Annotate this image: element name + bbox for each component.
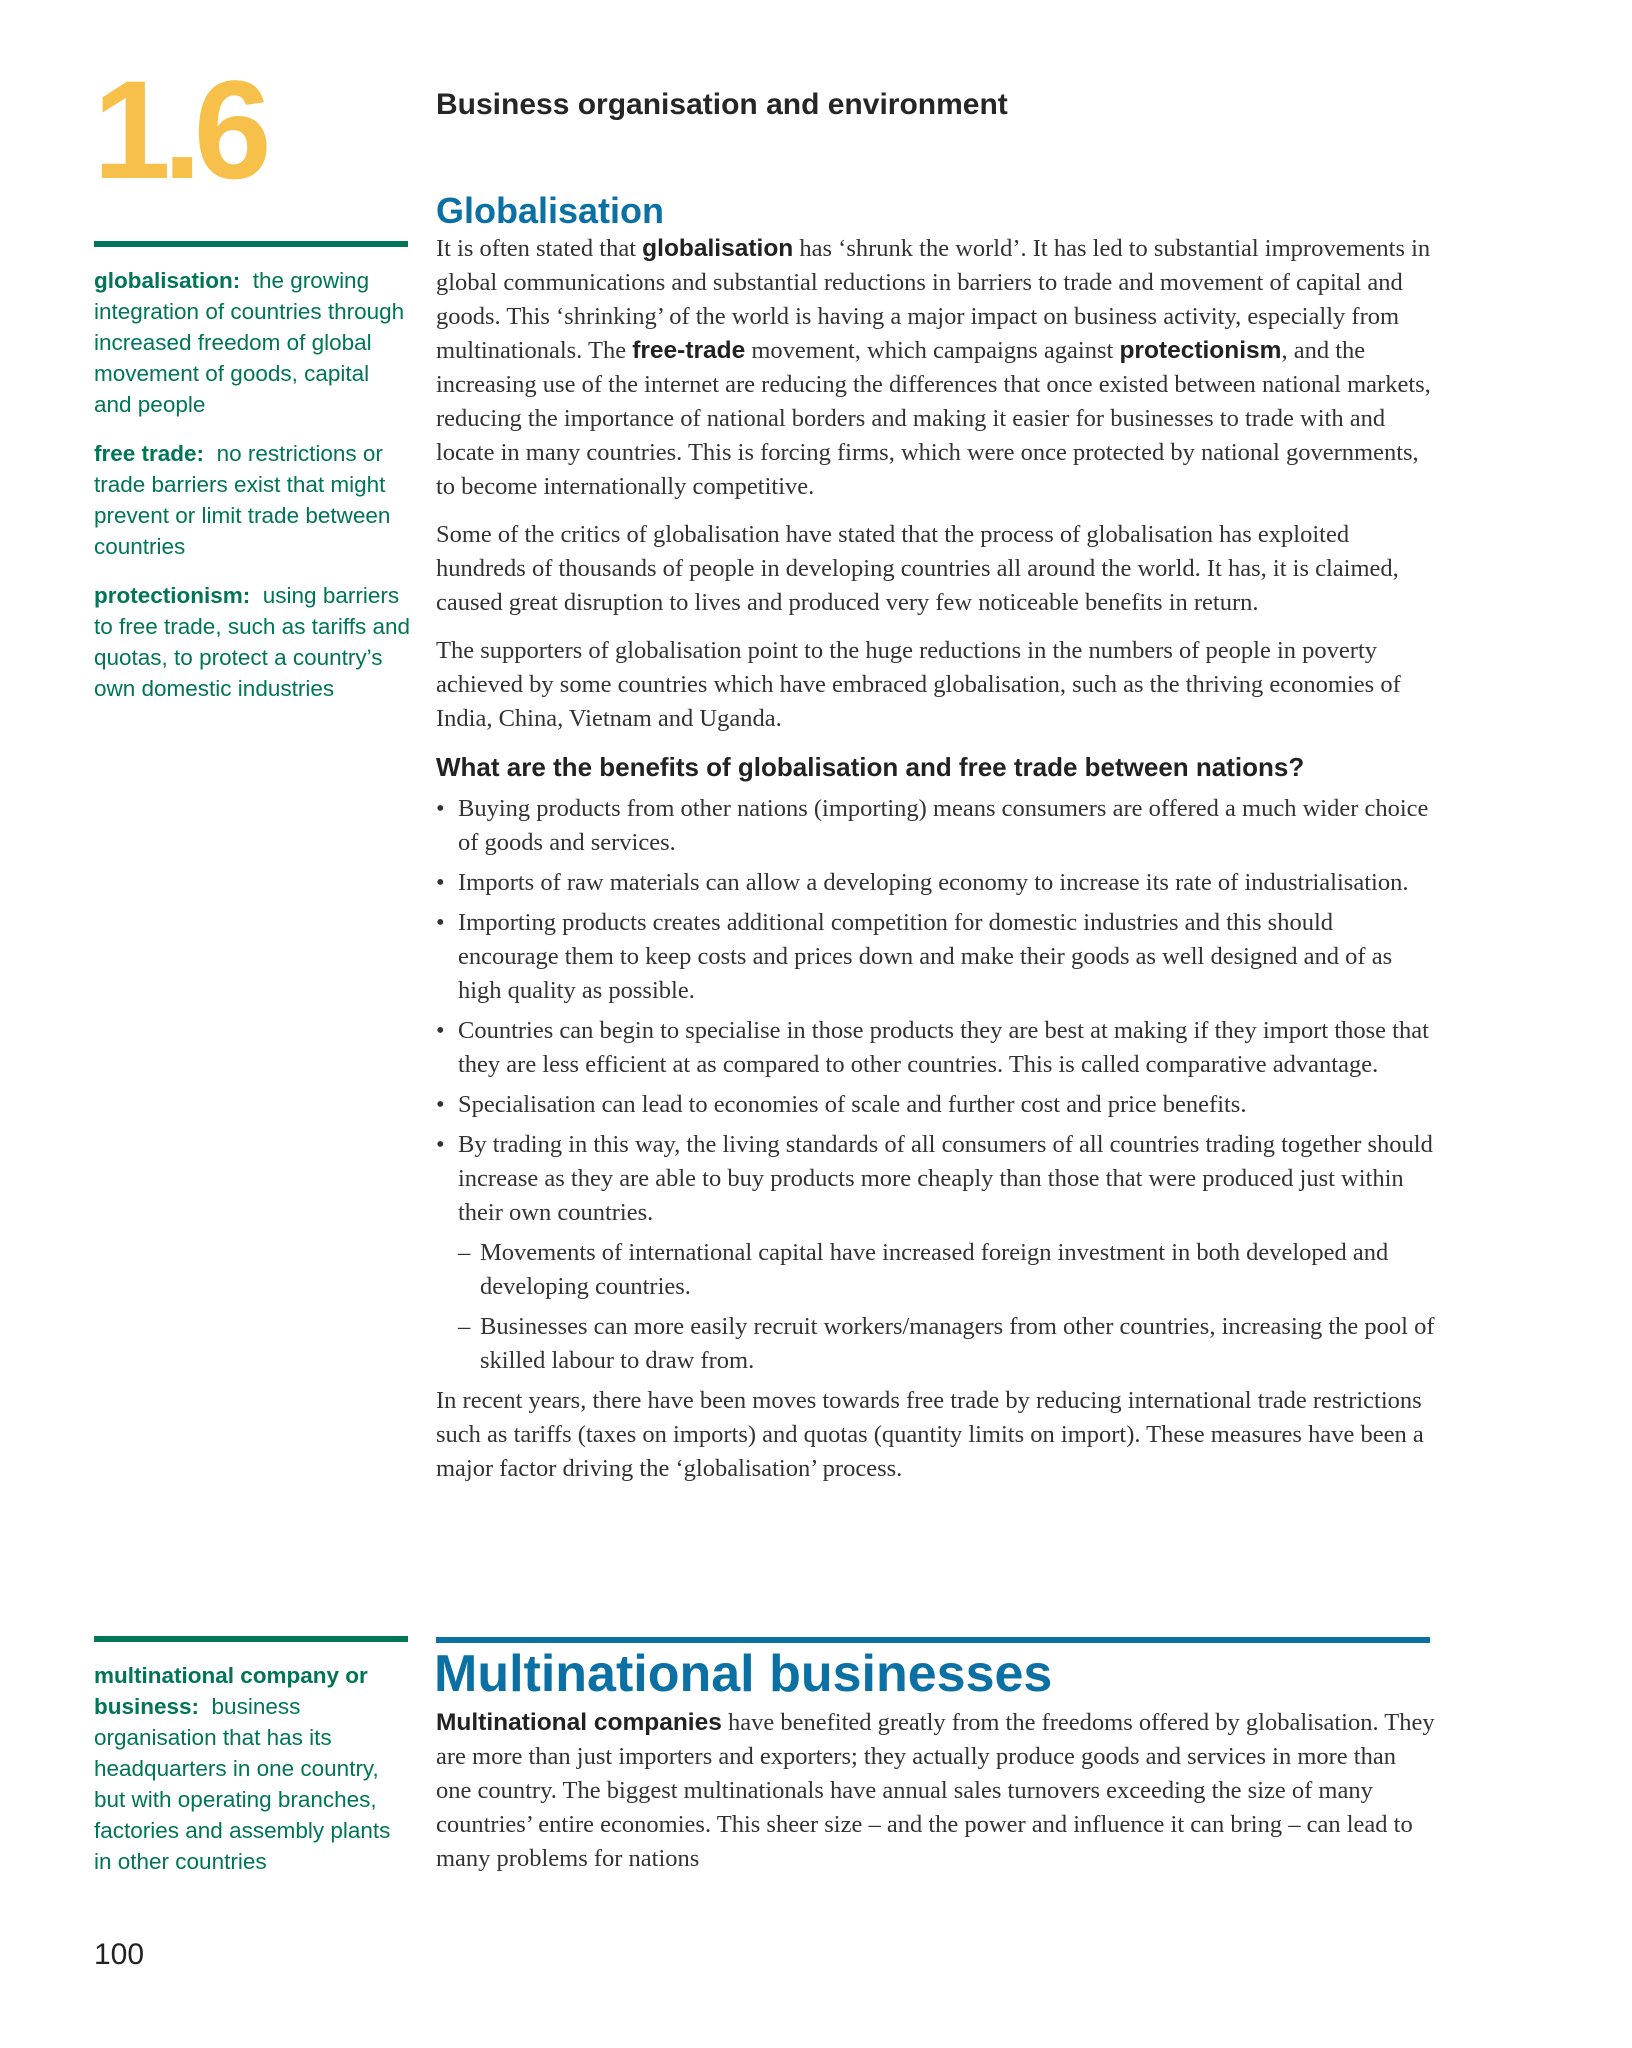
list-item: • Specialisation can lead to economies of scale and further cost and price benefits. (436, 1088, 1436, 1122)
section-heading-globalisation: Globalisation (436, 190, 665, 231)
paragraph-text: movement, which campaigns against (745, 337, 1120, 364)
list-item: • Importing products creates additional competition for domestic industries and this should encourage them to keep costs and prices down and make their goods as well designed and of as high quality as possible. (436, 906, 1436, 1008)
glossary-entry-free-trade (94, 438, 412, 562)
glossary-divider-top (94, 241, 408, 247)
multinational-body (436, 1706, 1436, 1890)
list-item: – Businesses can more easily recruit workers/managers from other countries, increasing the pool of skilled labour to draw from. (436, 1310, 1436, 1378)
section-heading-multinational: Multinational businesses (434, 1645, 1053, 1703)
chapter-number: 1.6 (93, 51, 264, 208)
glossary-top (94, 265, 412, 722)
page-number: 100 (94, 1938, 145, 1971)
glossary-entry-protectionism (94, 580, 412, 704)
glossary-definition: no restrictions or trade barriers exist that might prevent or limit trade between countries (94, 441, 391, 559)
key-term: free-trade (632, 337, 746, 364)
key-term: Multinational companies (436, 1709, 722, 1736)
glossary-entry-globalisation (94, 265, 412, 420)
list-item: • Buying products from other nations (importing) means consumers are offered a much wider choice of goods and services. (436, 792, 1436, 860)
list-item: • Imports of raw materials can allow a developing economy to increase its rate of industrialisation. (436, 866, 1436, 900)
sub-benefits-list (436, 1236, 1436, 1378)
glossary-bottom (94, 1660, 412, 1895)
paragraph (436, 232, 1436, 504)
chapter-title: Business organisation and environment (436, 88, 1008, 121)
glossary-term: multinational company or business: (94, 1663, 368, 1719)
key-term: globalisation (642, 235, 794, 262)
paragraph: In recent years, there have been moves towards free trade by reducing international trade restrictions such as tariffs (taxes on imports) and quotas (quantity limits on import). These measures have been a major factor driving the ‘globalisation’ process. (436, 1387, 1424, 1482)
glossary-definition: business organisation that has its headquarters in one country, but with operating branches, factories and assembly plants in other countries (94, 1694, 391, 1874)
list-item: – Movements of international capital have increased foreign investment in both developed and developing countries. (436, 1236, 1436, 1304)
paragraph-text: , and the increasing use of the internet are reducing the differences that once existed between national markets, reducing the importance of national borders and making it easier for businesses to trade with and locate in many countries. This is forcing firms, which were once protected by national governments, to become internationally competitive. (436, 337, 1431, 500)
glossary-definition: using barriers to free trade, such as tariffs and quotas, to protect a country’s own domestic industries (94, 583, 411, 701)
glossary-term: protectionism: (94, 583, 251, 608)
benefits-list (436, 792, 1436, 1230)
section-divider (436, 1637, 1430, 1643)
globalisation-body (436, 232, 1436, 1500)
glossary-entry-multinational (94, 1660, 412, 1877)
key-term: protectionism (1119, 337, 1282, 364)
subheading-benefits: What are the benefits of globalisation and free trade between nations? (436, 752, 1305, 782)
glossary-term: free trade: (94, 441, 205, 466)
list-item: • Countries can begin to specialise in those products they are best at making if they import those that they are less efficient at as compared to other countries. This is called comparative advantage. (436, 1014, 1436, 1082)
paragraph: Some of the critics of globalisation have stated that the process of globalisation has exploited hundreds of thousands of people in developing countries all around the world. It has, it is claimed, caused great disruption to lives and produced very few noticeable benefits in return. (436, 521, 1399, 616)
paragraph-text: has ‘shrunk the world’. It has led to substantial improvements in global communications and substantial reductions in barriers to trade and movement of capital and goods. This ‘shrinking’ of the world is having a major impact on business activity, especially from multinationals. The (436, 235, 1431, 364)
paragraph: The supporters of globalisation point to the huge reductions in the numbers of people in poverty achieved by some countries which have embraced globalisation, such as the thriving economies of India, China, Vietnam and Uganda. (436, 637, 1401, 732)
paragraph-text: It is often stated that (436, 235, 643, 262)
paragraph-text: have benefited greatly from the freedoms offered by globalisation. They are more than just importers and exporters; they actually produce goods and services in more than one country. The biggest multinationals have annual sales turnovers exceeding the size of many countries’ entire economies. This sheer size – and the power and influence it can bring – can lead to many problems for nations (436, 1709, 1435, 1872)
glossary-term: globalisation: (94, 268, 241, 293)
glossary-definition: the growing integration of countries through increased freedom of global movement of goods, capital and people (94, 268, 405, 417)
glossary-divider-bottom (94, 1636, 408, 1642)
list-item: • By trading in this way, the living standards of all consumers of all countries trading together should increase as they are able to buy products more cheaply than those that were produced just within their own countries. (436, 1128, 1436, 1230)
paragraph (436, 1706, 1436, 1876)
